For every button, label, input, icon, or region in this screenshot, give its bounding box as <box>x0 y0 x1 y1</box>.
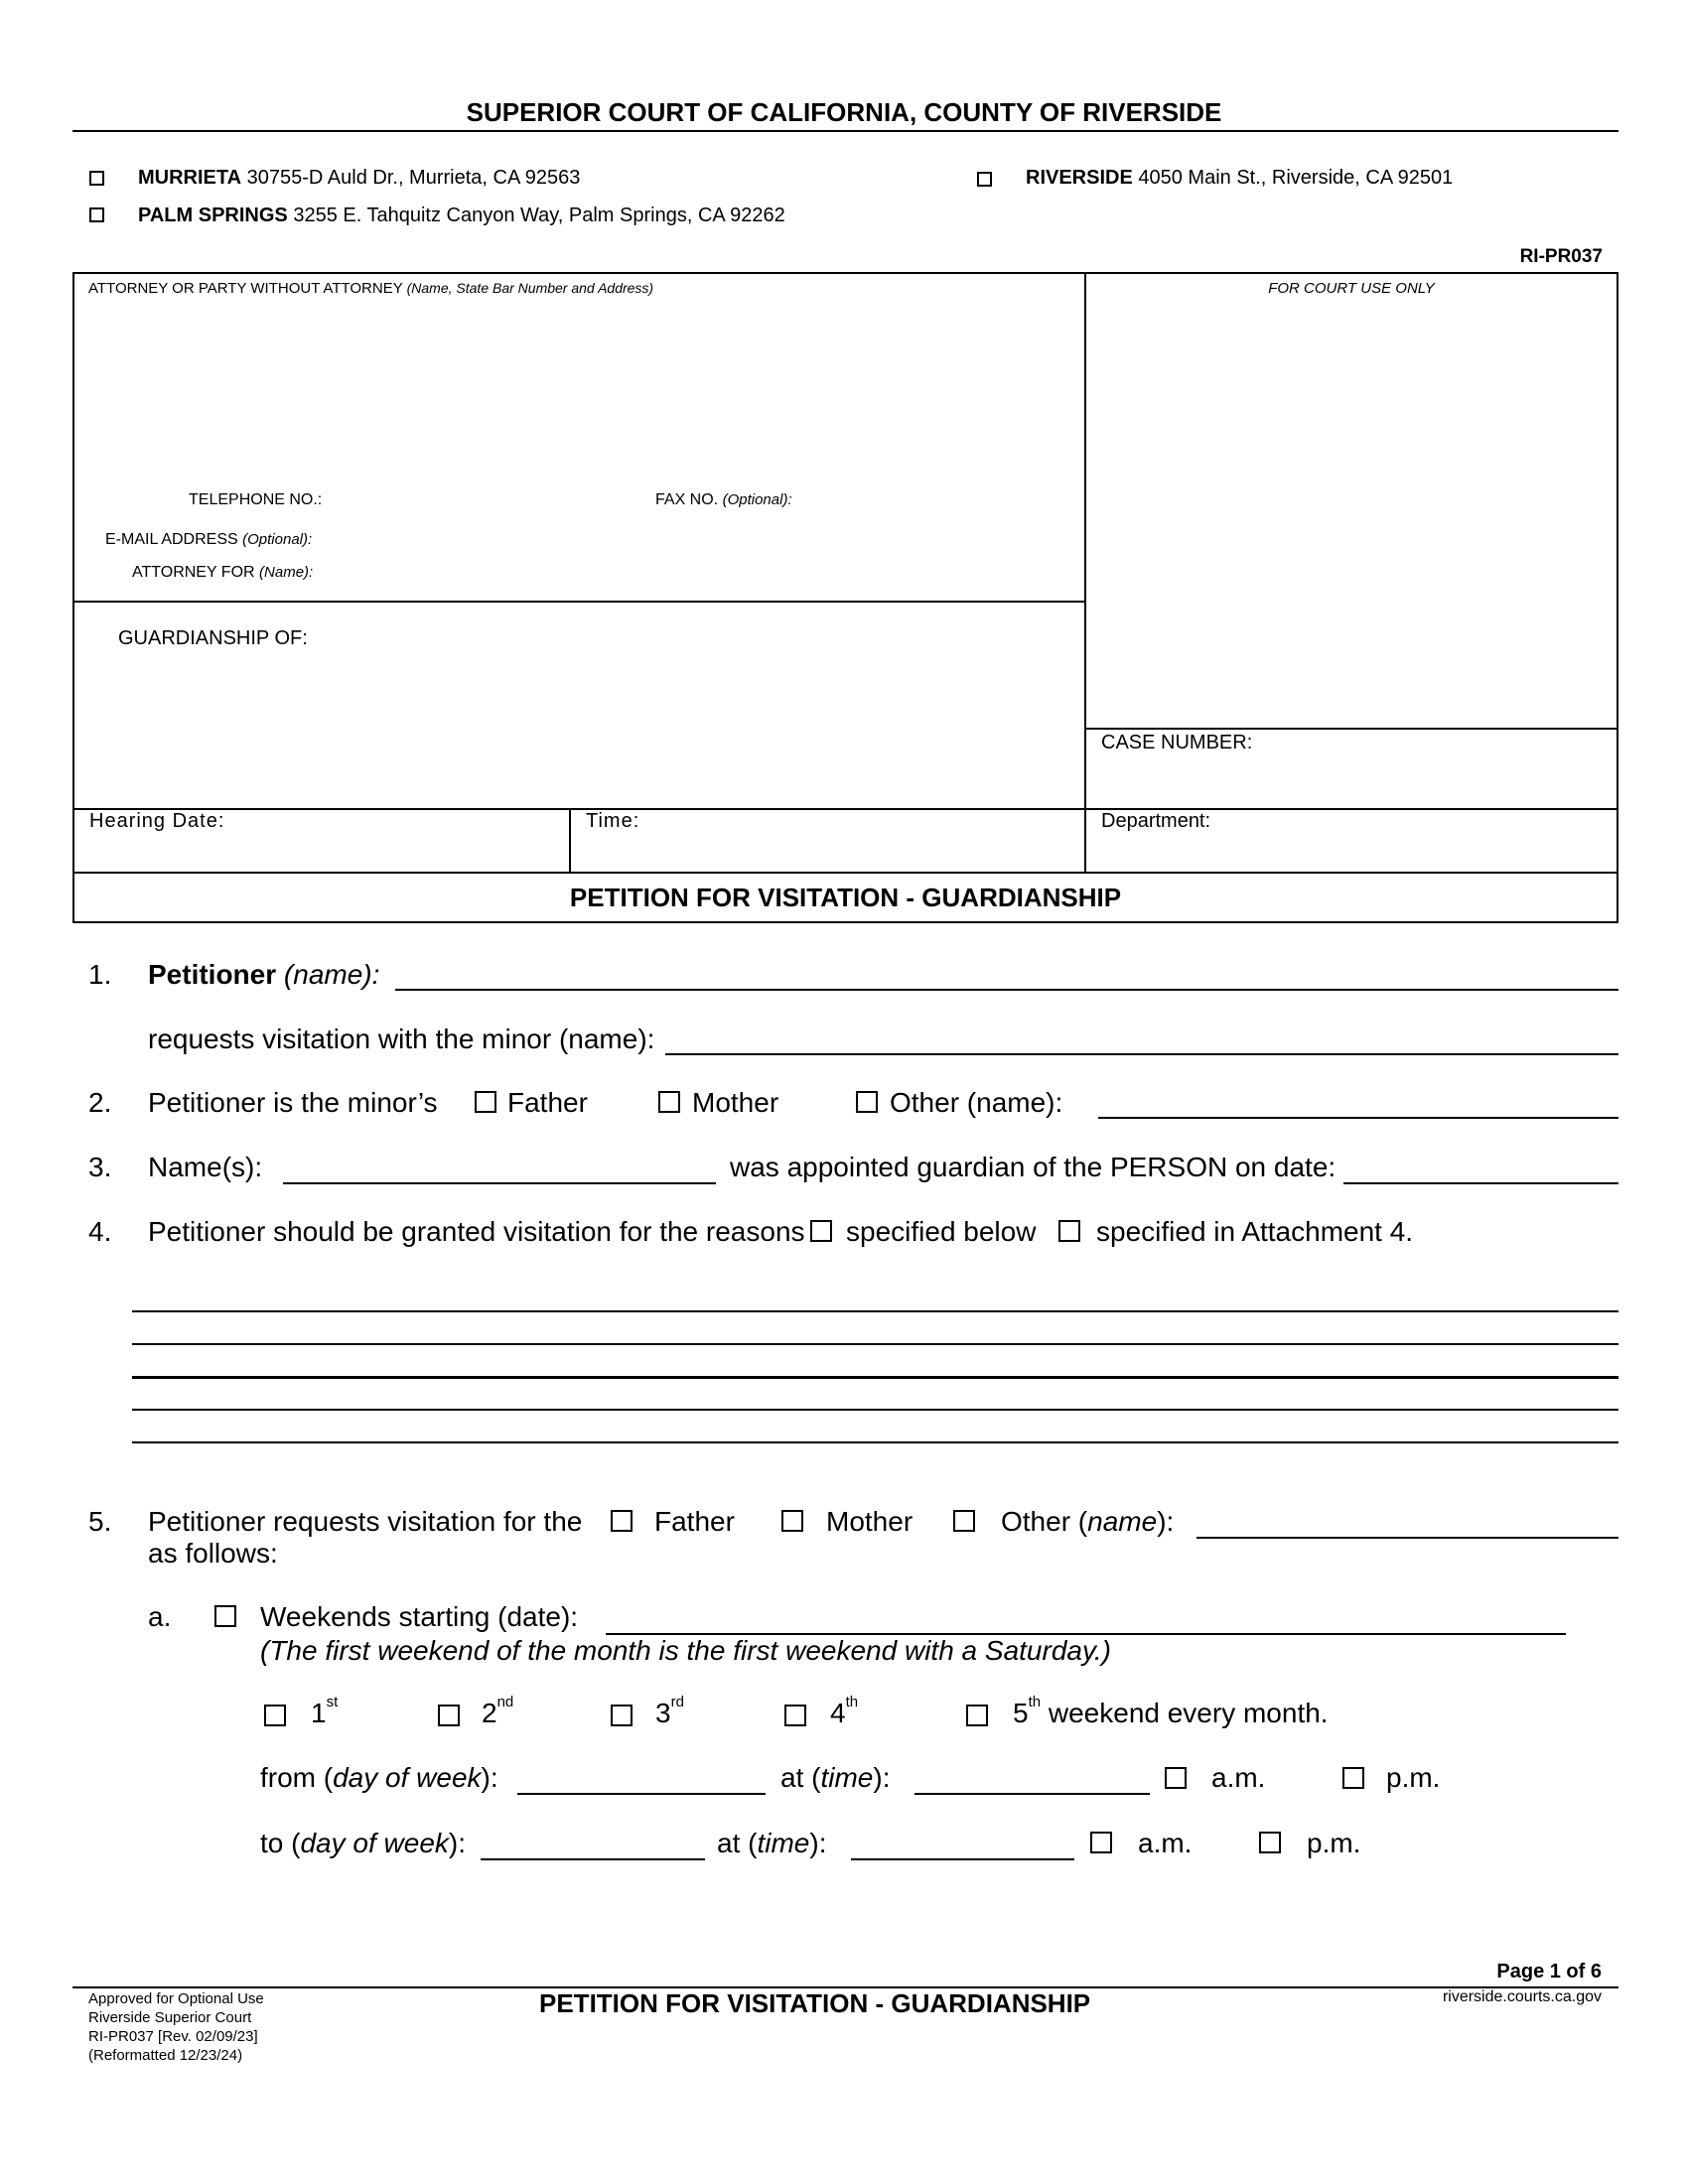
visit-father-label: Father <box>654 1506 735 1537</box>
mother-checkbox[interactable] <box>658 1091 680 1113</box>
footer-form-title: PETITION FOR VISITATION - GUARDIANSHIP <box>539 1988 1091 2018</box>
item-5-follows: as follows: <box>148 1538 278 1569</box>
visit-other-name-field[interactable] <box>1196 1537 1618 1539</box>
to-time-field[interactable] <box>851 1858 1074 1860</box>
visit-other-checkbox[interactable] <box>953 1510 975 1532</box>
item-1-number: 1. <box>88 959 112 990</box>
to-am-checkbox[interactable] <box>1090 1832 1112 1853</box>
to-pm-checkbox[interactable] <box>1259 1832 1281 1853</box>
other-checkbox[interactable] <box>856 1091 878 1113</box>
father-checkbox[interactable] <box>475 1091 496 1113</box>
item-4-number: 4. <box>88 1216 112 1247</box>
item-3-mid: was appointed guardian of the PERSON on date: <box>730 1152 1336 1182</box>
item-3-number: 3. <box>88 1152 112 1182</box>
visit-other-label: Other (name): <box>1001 1506 1175 1537</box>
fax-label: FAX NO. (Optional): <box>655 491 792 508</box>
weekend-1st-label: 1st <box>311 1694 339 1728</box>
hearing-top-rule <box>72 808 1618 810</box>
weekend-3rd-label: 3rd <box>655 1694 684 1728</box>
reasons-line-2[interactable] <box>132 1343 1618 1345</box>
item-2-label: Petitioner is the minor’s <box>148 1087 438 1118</box>
weekend-4th-checkbox[interactable] <box>784 1705 806 1726</box>
other-name-field[interactable] <box>1098 1117 1618 1119</box>
revision-text: RI-PR037 [Rev. 02/09/23] <box>88 2028 258 2045</box>
riverside-location: RIVERSIDE 4050 Main St., Riverside, CA 92501 <box>1026 167 1454 189</box>
palm-springs-location: PALM SPRINGS 3255 E. Tahquitz Canyon Way, Palm Springs, CA 92262 <box>138 205 785 226</box>
weekend-3rd-checkbox[interactable] <box>611 1705 633 1726</box>
from-time-field[interactable] <box>914 1793 1150 1795</box>
palm-springs-checkbox[interactable] <box>89 207 104 222</box>
weekend-5th-label: 5th weekend every month. <box>1013 1694 1329 1728</box>
attorney-label: ATTORNEY OR PARTY WITHOUT ATTORNEY (Name, State Bar Number and Address) <box>88 280 654 297</box>
weekends-checkbox[interactable] <box>214 1605 236 1627</box>
reasons-below-checkbox[interactable] <box>810 1220 832 1242</box>
weekend-2nd-checkbox[interactable] <box>438 1705 460 1726</box>
court-title: SUPERIOR COURT OF CALIFORNIA, COUNTY OF RIVERSIDE <box>466 97 1222 127</box>
item-3-label: Name(s): <box>148 1152 263 1182</box>
approved-text: Approved for Optional Use <box>88 1990 264 2007</box>
weekend-note: (The first weekend of the month is the first weekend with a Saturday.) <box>260 1635 1111 1666</box>
caption-divider <box>1084 272 1086 873</box>
weekend-4th-label: 4th <box>830 1694 859 1728</box>
from-label: from (day of week): <box>260 1762 498 1793</box>
case-number-label: CASE NUMBER: <box>1101 732 1253 753</box>
guardianship-of-label: GUARDIANSHIP OF: <box>118 627 308 649</box>
court-website[interactable]: riverside.courts.ca.gov <box>1442 1988 1602 2005</box>
header-rule <box>72 130 1618 132</box>
appointment-date-field[interactable] <box>1343 1182 1618 1184</box>
other-label: Other (name): <box>890 1087 1063 1118</box>
time-label: Time: <box>586 810 640 832</box>
item-1-sub: requests visitation with the minor (name): <box>148 1024 655 1054</box>
from-pm-checkbox[interactable] <box>1342 1767 1364 1789</box>
item-2-number: 2. <box>88 1087 112 1118</box>
department-label: Department: <box>1101 810 1211 832</box>
weekend-1st-checkbox[interactable] <box>264 1705 286 1726</box>
minor-name-field[interactable] <box>665 1053 1618 1055</box>
reasons-line-3[interactable] <box>132 1376 1618 1379</box>
attachment-4-checkbox[interactable] <box>1058 1220 1080 1242</box>
court-use-bottom-rule <box>1084 728 1618 730</box>
murrieta-location: MURRIETA 30755-D Auld Dr., Murrieta, CA 92563 <box>138 167 581 189</box>
telephone-label: TELEPHONE NO.: <box>189 491 323 508</box>
attachment-4-label: specified in Attachment 4. <box>1096 1216 1414 1247</box>
visit-father-checkbox[interactable] <box>611 1510 633 1532</box>
weekend-5th-checkbox[interactable] <box>966 1705 988 1726</box>
item-5-number: 5. <box>88 1506 112 1537</box>
court-use-label: FOR COURT USE ONLY <box>1268 280 1435 297</box>
reasons-line-4[interactable] <box>132 1409 1618 1411</box>
court-text: Riverside Superior Court <box>88 2009 252 2026</box>
to-am-label: a.m. <box>1138 1828 1193 1858</box>
attorney-bottom-rule <box>72 601 1085 603</box>
riverside-checkbox[interactable] <box>977 172 992 187</box>
hearing-divider <box>569 808 571 873</box>
item-1-label: Petitioner (name): <box>148 959 380 990</box>
item-4-label: Petitioner should be granted visitation for the reasons <box>148 1216 805 1247</box>
page-number: Page 1 of 6 <box>1496 1961 1602 1982</box>
visit-mother-label: Mother <box>826 1506 914 1537</box>
reformatted-text: (Reformatted 12/23/24) <box>88 2047 243 2064</box>
petitioner-name-field[interactable] <box>395 989 1618 991</box>
from-at-label: at (time): <box>780 1762 891 1793</box>
to-at-label: at (time): <box>717 1828 827 1858</box>
title-top-rule <box>72 872 1618 874</box>
email-label: E-MAIL ADDRESS (Optional): <box>105 531 313 548</box>
reasons-line-5[interactable] <box>132 1441 1618 1443</box>
to-day-field[interactable] <box>481 1858 705 1860</box>
murrieta-checkbox[interactable] <box>89 171 104 186</box>
item-5a-letter: a. <box>148 1601 172 1632</box>
father-label: Father <box>507 1087 588 1118</box>
visit-mother-checkbox[interactable] <box>781 1510 803 1532</box>
footer-meta <box>88 1989 264 2065</box>
guardian-names-field[interactable] <box>283 1182 716 1184</box>
hearing-date-label: Hearing Date: <box>89 810 225 832</box>
form-title: PETITION FOR VISITATION - GUARDIANSHIP <box>569 883 1122 912</box>
from-am-label: a.m. <box>1211 1762 1266 1793</box>
item-5-label: Petitioner requests visitation for the <box>148 1506 583 1537</box>
to-label: to (day of week): <box>260 1828 466 1858</box>
from-am-checkbox[interactable] <box>1165 1767 1187 1789</box>
weekends-label: Weekends starting (date): <box>260 1601 579 1632</box>
reasons-line-1[interactable] <box>132 1310 1618 1312</box>
form-number: RI-PR037 <box>1519 246 1603 267</box>
mother-label: Mother <box>692 1087 779 1118</box>
from-pm-label: p.m. <box>1386 1762 1441 1793</box>
caption-box <box>72 272 1618 923</box>
reasons-below-label: specified below <box>846 1216 1037 1247</box>
to-pm-label: p.m. <box>1307 1828 1361 1858</box>
attorney-for-label: ATTORNEY FOR (Name): <box>132 564 314 581</box>
from-day-field[interactable] <box>517 1793 766 1795</box>
weekend-2nd-label: 2nd <box>482 1694 514 1728</box>
